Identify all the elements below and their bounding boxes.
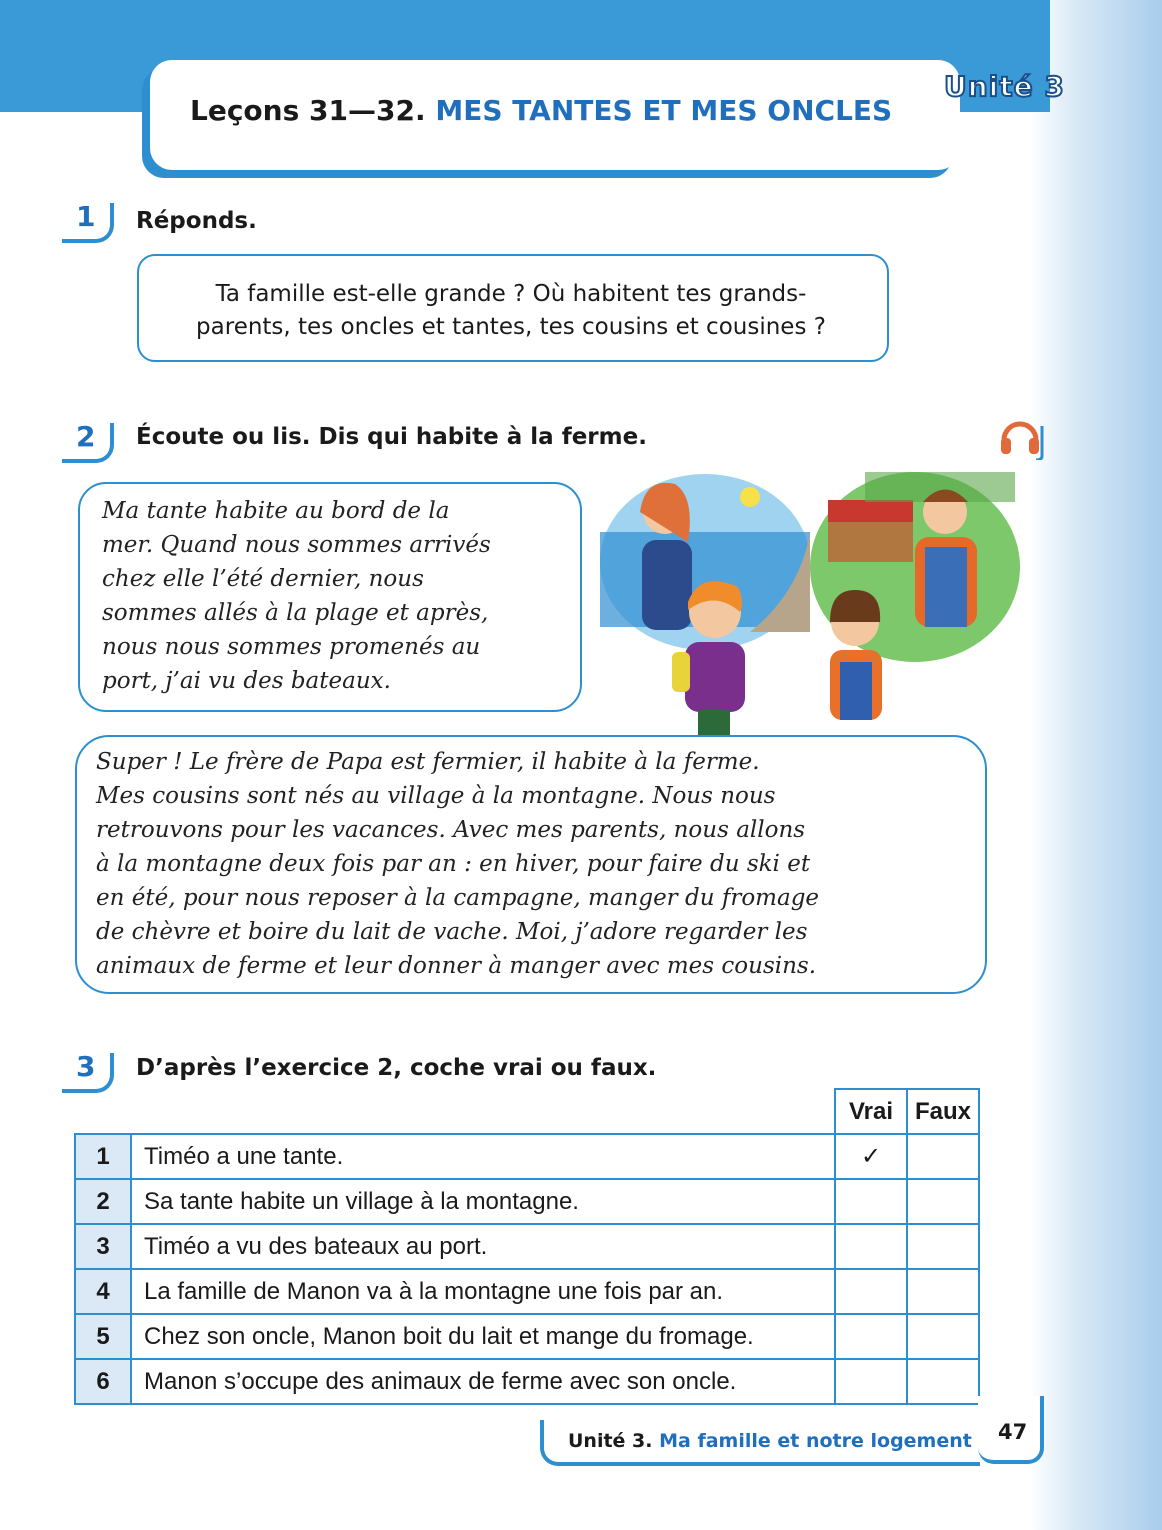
speech-line: de chèvre et boire du lait de vache. Moi, j’adore regarder les xyxy=(96,919,808,945)
table-row xyxy=(75,1359,979,1404)
speech-line: Mes cousins sont nés au village à la montagne. Nous nous xyxy=(96,783,776,809)
speech-text-timeo xyxy=(102,494,572,698)
speech-text-manon xyxy=(96,745,976,983)
speech-line: animaux de ferme et leur donner à manger avec mes cousins. xyxy=(96,953,817,979)
faux-checkbox-cell[interactable] xyxy=(907,1269,979,1314)
row-number: 2 xyxy=(75,1179,131,1224)
row-number: 1 xyxy=(75,1134,131,1179)
exercise-1-title: Réponds. xyxy=(136,208,257,234)
true-false-table xyxy=(74,1088,980,1405)
speech-line: à la montagne deux fois par an : en hiver, pour faire du ski et xyxy=(96,851,811,877)
speech-line: retrouvons pour les vacances. Avec mes parents, nous allons xyxy=(96,817,806,843)
row-number: 3 xyxy=(75,1224,131,1269)
row-number: 4 xyxy=(75,1269,131,1314)
row-number: 6 xyxy=(75,1359,131,1404)
table-header-spacer xyxy=(75,1089,835,1134)
statement-cell: Timéo a une tante. xyxy=(131,1134,835,1179)
statement-cell: Manon s’occupe des animaux de ferme avec son oncle. xyxy=(131,1359,835,1404)
exercise-1-number: 1 xyxy=(76,200,96,233)
footer-title: Ma famille et notre logement xyxy=(659,1430,972,1452)
table-header-row xyxy=(75,1089,979,1134)
faux-checkbox-cell[interactable] xyxy=(907,1134,979,1179)
question-line: Ta famille est-elle grande ? Où habitent tes grands- xyxy=(215,281,807,307)
lesson-number: Leçons 31—32. xyxy=(190,94,426,127)
vrai-checkbox-cell[interactable] xyxy=(835,1269,907,1314)
statement-cell: Chez son oncle, Manon boit du lait et mange du fromage. xyxy=(131,1314,835,1359)
column-header-vrai: Vrai xyxy=(835,1089,907,1134)
speech-line: chez elle l’été dernier, nous xyxy=(102,566,424,592)
statement-cell: Timéo a vu des bateaux au port. xyxy=(131,1224,835,1269)
lesson-theme: MES TANTES ET MES ONCLES xyxy=(435,94,893,127)
unit-badge: Unité 3 xyxy=(944,70,1065,103)
page-title xyxy=(190,94,892,127)
vrai-checkbox-cell[interactable]: ✓ xyxy=(835,1134,907,1179)
footer-unit: Unité 3. xyxy=(568,1430,653,1452)
page-number: 47 xyxy=(998,1420,1028,1444)
vrai-checkbox-cell[interactable] xyxy=(835,1314,907,1359)
question-line: parents, tes oncles et tantes, tes cousins et cousines ? xyxy=(196,314,826,340)
vrai-checkbox-cell[interactable] xyxy=(835,1179,907,1224)
illustration-family xyxy=(600,472,1020,737)
exercise-3-number: 3 xyxy=(76,1050,96,1083)
table-row xyxy=(75,1134,979,1179)
speech-line: port, j’ai vu des bateaux. xyxy=(102,668,391,694)
exercise-2-title: Écoute ou lis. Dis qui habite à la ferme. xyxy=(136,424,647,450)
question-text xyxy=(155,278,867,344)
speech-line: en été, pour nous reposer à la campagne, manger du fromage xyxy=(96,885,820,911)
footer-running-title xyxy=(568,1430,972,1452)
speech-line: sommes allés à la plage et après, xyxy=(102,600,489,626)
table-row xyxy=(75,1179,979,1224)
exercise-3-title: D’après l’exercice 2, coche vrai ou faux. xyxy=(136,1055,657,1081)
statement-cell: La famille de Manon va à la montagne une fois par an. xyxy=(131,1269,835,1314)
faux-checkbox-cell[interactable] xyxy=(907,1314,979,1359)
faux-checkbox-cell[interactable] xyxy=(907,1224,979,1269)
headphones-icon[interactable] xyxy=(996,412,1044,460)
row-number: 5 xyxy=(75,1314,131,1359)
vrai-checkbox-cell[interactable] xyxy=(835,1224,907,1269)
faux-checkbox-cell[interactable] xyxy=(907,1359,979,1404)
statement-cell: Sa tante habite un village à la montagne. xyxy=(131,1179,835,1224)
page-edge-gradient xyxy=(1030,0,1162,1530)
speech-line: Super ! Le frère de Papa est fermier, il habite à la ferme. xyxy=(96,749,760,775)
table-row xyxy=(75,1269,979,1314)
faux-checkbox-cell[interactable] xyxy=(907,1179,979,1224)
column-header-faux: Faux xyxy=(907,1089,979,1134)
speech-line: nous nous sommes promenés au xyxy=(102,634,481,660)
speech-line: mer. Quand nous sommes arrivés xyxy=(102,532,491,558)
exercise-2-number: 2 xyxy=(76,420,96,453)
table-row xyxy=(75,1224,979,1269)
table-row xyxy=(75,1314,979,1359)
vrai-checkbox-cell[interactable] xyxy=(835,1359,907,1404)
speech-line: Ma tante habite au bord de la xyxy=(102,498,450,524)
